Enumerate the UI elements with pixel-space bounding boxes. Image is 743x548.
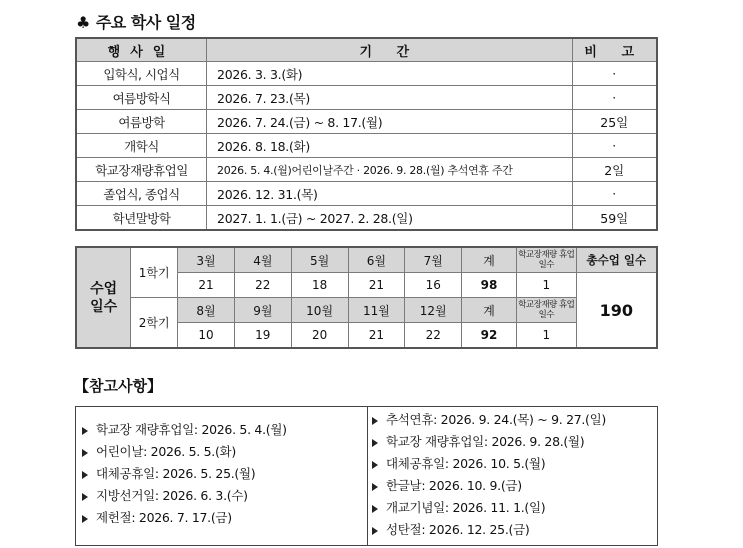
list-item-text: 학교장 재량휴업일: 2026. 9. 28.(월): [386, 434, 585, 449]
period-cell: 2026. 8. 18.(화): [207, 134, 572, 158]
list-item: [372, 475, 657, 497]
school-days-table: [75, 246, 658, 349]
period-cell: 2026. 5. 4.(월)어린이날주간 · 2026. 9. 28.(월) 추석연휴 주간: [207, 158, 572, 182]
table-row: [76, 182, 657, 206]
note-cell: 2일: [572, 158, 657, 182]
list-item: [82, 507, 367, 529]
month-header: 11월: [348, 298, 405, 323]
leave-header: 학교장재량 휴업일수: [516, 298, 576, 323]
table-row: [76, 158, 657, 182]
list-item-text: 한글날: 2026. 10. 9.(금): [386, 478, 522, 493]
list-item: [372, 453, 657, 475]
list-item-text: 성탄절: 2026. 12. 25.(금): [386, 522, 530, 537]
triangle-bullet-icon: [82, 449, 88, 457]
note-cell: ·: [572, 134, 657, 158]
list-item: [372, 497, 657, 519]
note-cell: ·: [572, 86, 657, 110]
day-count: 16: [405, 273, 462, 298]
day-count: 21: [178, 273, 235, 298]
list-item: [82, 463, 367, 485]
list-item-text: 제헌절: 2026. 7. 17.(금): [96, 510, 232, 525]
event-cell: 여름방학식: [76, 86, 207, 110]
triangle-bullet-icon: [372, 505, 378, 513]
note-cell: 25일: [572, 110, 657, 134]
schedule-header-row: [76, 38, 657, 62]
page-title-text: 주요 학사 일정: [95, 13, 196, 32]
day-count: 10: [178, 323, 235, 349]
triangle-bullet-icon: [372, 461, 378, 469]
list-item: [372, 409, 657, 431]
table-row: [76, 298, 657, 323]
day-count: 18: [291, 273, 348, 298]
days-label: [76, 247, 131, 348]
triangle-bullet-icon: [372, 527, 378, 535]
day-count: 19: [234, 323, 291, 349]
triangle-bullet-icon: [372, 417, 378, 425]
period-cell: 2026. 12. 31.(목): [207, 182, 572, 206]
header-event: 행사일: [76, 38, 207, 62]
triangle-bullet-icon: [372, 483, 378, 491]
month-header: 9월: [234, 298, 291, 323]
list-item-text: 추석연휴: 2026. 9. 24.(목) ~ 9. 27.(일): [386, 412, 606, 427]
list-item-text: 대체공휴일: 2026. 5. 25.(월): [96, 466, 256, 481]
grand-total-header: 총수업 일수: [576, 247, 657, 273]
month-header: 8월: [178, 298, 235, 323]
triangle-bullet-icon: [82, 493, 88, 501]
triangle-bullet-icon: [82, 427, 88, 435]
list-item-text: 어린이날: 2026. 5. 5.(화): [96, 444, 236, 459]
table-row: [76, 110, 657, 134]
sem1-total: 98: [462, 273, 517, 298]
note-cell: ·: [572, 62, 657, 86]
list-item-text: 학교장 재량휴업일: 2026. 5. 4.(월): [96, 422, 287, 437]
sem2-total: 92: [462, 323, 517, 349]
month-header: 7월: [405, 247, 462, 273]
event-cell: 개학식: [76, 134, 207, 158]
period-cell: 2026. 7. 24.(금) ~ 8. 17.(월): [207, 110, 572, 134]
list-item: [372, 431, 657, 453]
event-cell: 입학식, 시업식: [76, 62, 207, 86]
total-header: 계: [462, 298, 517, 323]
period-cell: 2026. 7. 23.(목): [207, 86, 572, 110]
sem1-label: 1학기: [131, 247, 178, 298]
reference-title: 【참고사항】: [74, 377, 162, 395]
day-count: 21: [348, 323, 405, 349]
header-note: 비 고: [572, 38, 657, 62]
list-item: [82, 485, 367, 507]
grand-total: 190: [576, 273, 657, 349]
day-count: 20: [291, 323, 348, 349]
event-cell: 학교장재량휴업일: [76, 158, 207, 182]
reference-box: [75, 406, 658, 546]
table-row: [76, 86, 657, 110]
month-header: 4월: [234, 247, 291, 273]
triangle-bullet-icon: [82, 471, 88, 479]
table-row: [76, 206, 657, 231]
note-cell: ·: [572, 182, 657, 206]
triangle-bullet-icon: [372, 439, 378, 447]
month-header: 6월: [348, 247, 405, 273]
day-count: 22: [405, 323, 462, 349]
month-header: 3월: [178, 247, 235, 273]
list-item-text: 대체공휴일: 2026. 10. 5.(월): [386, 456, 546, 471]
day-count: 21: [348, 273, 405, 298]
table-row: [76, 62, 657, 86]
list-item: [82, 419, 367, 441]
list-item-text: 개교기념일: 2026. 11. 1.(일): [386, 500, 546, 515]
month-header: 5월: [291, 247, 348, 273]
event-cell: 여름방학: [76, 110, 207, 134]
total-header: 계: [462, 247, 517, 273]
reference-right-column: [368, 407, 657, 545]
sem2-label: 2학기: [131, 298, 178, 349]
day-count: 22: [234, 273, 291, 298]
club-icon: ♣: [76, 13, 90, 32]
event-cell: 졸업식, 종업식: [76, 182, 207, 206]
sem2-leave: 1: [516, 323, 576, 349]
list-item: [82, 441, 367, 463]
sem1-leave: 1: [516, 273, 576, 298]
period-cell: 2026. 3. 3.(화): [207, 62, 572, 86]
schedule-table: [75, 37, 658, 231]
page-title: [76, 10, 196, 33]
table-row: [76, 247, 657, 273]
reference-left-column: [76, 407, 368, 545]
table-row: [76, 134, 657, 158]
header-period: 기 간: [207, 38, 572, 62]
leave-header: 학교장재량 휴업일수: [516, 247, 576, 273]
period-cell: 2027. 1. 1.(금) ~ 2027. 2. 28.(일): [207, 206, 572, 231]
list-item: [372, 519, 657, 541]
note-cell: 59일: [572, 206, 657, 231]
month-header: 10월: [291, 298, 348, 323]
list-item-text: 지방선거일: 2026. 6. 3.(수): [96, 488, 248, 503]
triangle-bullet-icon: [82, 515, 88, 523]
days-label-text: 수업 일수: [90, 280, 118, 315]
month-header: 12월: [405, 298, 462, 323]
event-cell: 학년말방학: [76, 206, 207, 231]
